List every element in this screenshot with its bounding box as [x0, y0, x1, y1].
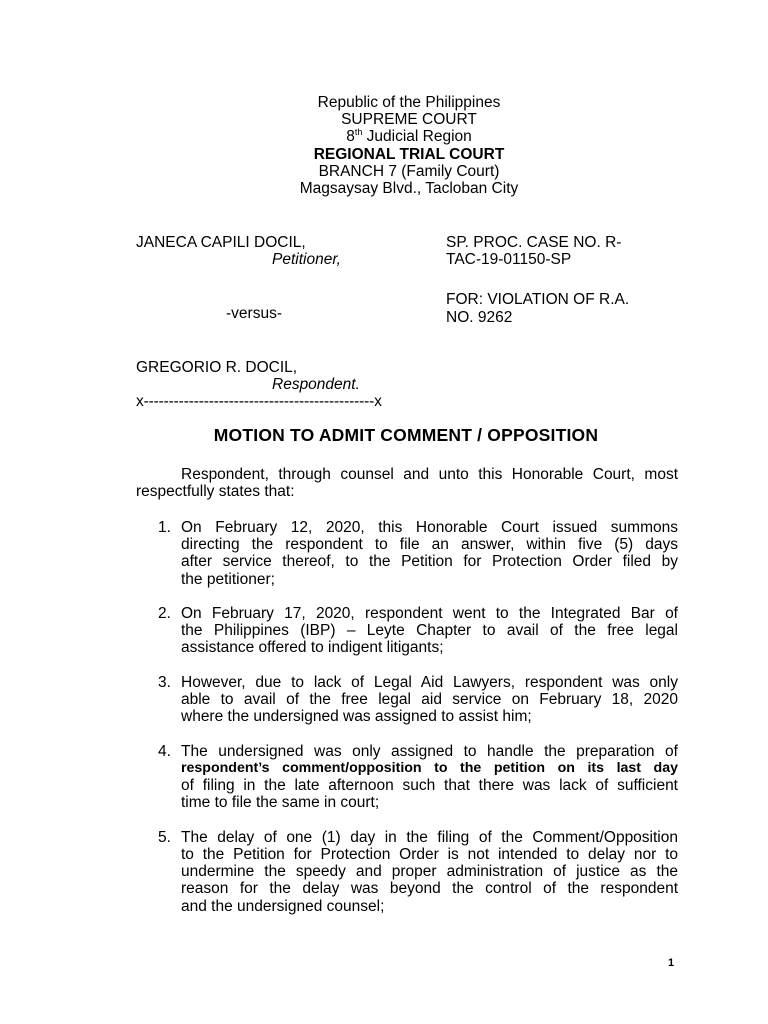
petitioner-role: Petitioner,	[272, 251, 341, 268]
page-number: 1	[668, 957, 675, 969]
list-item-text: The undersigned was only assigned to handle the preparation of respondent’s comment/opposition to the petition on its last day of filing in the late afternoon such that there was lack of sufficient time to file the same in court;	[181, 742, 678, 812]
header-supreme-court: SUPREME COURT	[341, 111, 477, 129]
header-address: Magsaysay Blvd., Tacloban City	[299, 179, 519, 197]
list-item-number: 2.	[158, 605, 171, 623]
case-number-line2: TAC-19-01150-SP	[446, 251, 572, 268]
list-item	[158, 674, 678, 726]
versus-label: -versus-	[226, 305, 282, 322]
list-item	[158, 519, 678, 588]
list-item-number: 1.	[158, 519, 171, 536]
list-item-number: 4.	[158, 742, 171, 760]
caption-separator: x----------------------------------------------x	[136, 393, 382, 410]
header-judicial-region: 8th Judicial Region	[346, 127, 472, 146]
respondent-name: GREGORIO R. DOCIL,	[136, 359, 298, 376]
court-header	[0, 94, 768, 197]
petitioner-name: JANECA CAPILI DOCIL,	[136, 234, 306, 251]
list-item-number: 5.	[158, 828, 171, 846]
list-item-text: On February 17, 2020, respondent went to the Integrated Bar of the Philippines (IBP) – Leyte Chapter to avail of the free legal assistance offered to indigent litigants;	[181, 605, 678, 657]
numbered-list	[158, 519, 678, 932]
list-item	[158, 829, 678, 915]
motion-title: MOTION TO ADMIT COMMENT / OPPOSITION	[213, 425, 599, 445]
header-branch: BRANCH 7 (Family Court)	[318, 162, 500, 180]
intro-paragraph: Respondent, through counsel and unto this Honorable Court, most respectfully states that:	[136, 466, 678, 501]
case-nature-line1: FOR: VIOLATION OF R.A.	[446, 291, 630, 308]
list-item-text: On February 12, 2020, this Honorable Court issued summons directing the respondent to file an answer, within five (5) days after service thereof, to the Petition for Protection Order filed by the petitioner;	[181, 519, 678, 588]
list-item	[158, 743, 678, 812]
case-number-line1: SP. PROC. CASE NO. R-	[446, 234, 622, 251]
respondent-role: Respondent.	[272, 376, 360, 393]
list-item-text: However, due to lack of Legal Aid Lawyers, respondent was only able to avail of the free legal aid service on February 18, 2020 where the undersigned was assigned to assist him;	[181, 673, 678, 726]
header-regional-trial-court: REGIONAL TRIAL COURT	[313, 145, 505, 163]
case-nature-line2: NO. 9262	[446, 309, 513, 326]
list-item	[158, 605, 678, 657]
list-item-number: 3.	[158, 673, 171, 691]
header-republic: Republic of the Philippines	[317, 94, 501, 111]
list-item-text: The delay of one (1) day in the filing of the Comment/Opposition to the Petition for Protection Order is not intended to delay nor to undermine the speedy and proper administration of justice as the reason for the delay was beyond the control of the respondent and the undersigned counsel;	[181, 828, 678, 915]
